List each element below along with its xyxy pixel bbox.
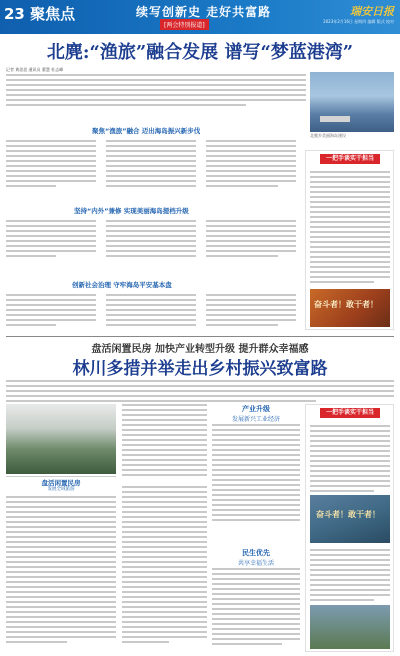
masthead-logo: 瑞安日报 [350,5,394,18]
story1-col-9 [206,294,296,329]
sidebar2-photo [310,495,390,543]
page-number: 23 聚焦点 [4,5,76,23]
sidebar-body [310,171,390,286]
sidebar-photo-text: 奋斗者！敢干者！ [314,300,378,309]
sidebar2-tag: 一把手谈实干担当 [320,408,380,418]
story1-headline: 北麂:“渔旅”融合发展 谱写“梦蓝港湾” [46,42,354,63]
story2-col-1 [6,496,116,646]
story1-col-1 [6,140,96,190]
sidebar2-photo-bottom [310,605,390,649]
story2-col-4 [122,486,207,646]
story1-byline: 记者 黄思思 通讯员 董慧 杜志峰 [6,67,64,72]
sidebar-photo [310,289,390,327]
section-divider [6,336,394,337]
story1-photo [310,72,394,132]
story2-photo-caption-title: 盘活闲置民房 [41,479,81,487]
date-strip: 2023年2月16日 星期四 编辑 版式 校对 [323,19,394,24]
story2-subhead-1 [212,404,300,423]
story1-body [6,120,300,330]
sidebar2-body-top [310,425,390,495]
story1-subhead-2: 坚持“内外”兼修 实现美丽海岛提档升级 [74,207,189,215]
story1-col-5 [106,220,196,260]
sidebar2-photo-text: 奋斗者！敢干者！ [316,510,380,519]
story1-subhead-1: 聚焦“渔旅”融合 迈出海岛振兴新步伐 [92,127,201,135]
story2-lede [6,380,394,405]
story2-headline: 林川多措并举走出乡村振兴致富路 [72,359,328,379]
sidebar-tag: 一把手谈实干担当 [320,154,380,164]
story1-col-6 [206,220,296,260]
story1-subhead-3: 创新社会治理 守牢海岛平安基本盘 [72,281,172,289]
story2-sidebar [305,404,394,652]
story1-photo-caption: 北麂乡美丽海岛建设 [310,133,346,138]
story2-col-5 [212,568,300,648]
story2-subhead-1-sub: 发展新兴工业经济 [231,416,280,423]
story2-kicker: 盘活闲置民房 加快产业转型升级 提升群众幸福感 [91,344,309,355]
story2-subhead-2-sub: 共享幸福生活 [237,560,274,567]
story1-col-3 [206,140,296,190]
story1-sidebar [305,150,394,330]
page-banner [0,0,400,34]
sidebar2-body-bottom [310,549,390,604]
story2-photo-caption-sub: 发展全域旅游 [47,487,75,492]
story2-col-2 [122,404,207,479]
story2-subhead-1-title: 产业升级 [242,405,270,413]
banner-slogan: 续写创新史 走好共富路 [136,5,272,19]
story1-col-4 [6,220,96,260]
story2-photo [6,404,116,474]
story1-lede [6,74,306,114]
banner-subtitle: [两会特别报道] [160,19,209,30]
story2-subhead-2 [212,548,300,567]
story2-subhead-2-title: 民生优先 [242,549,270,557]
story1-col-7 [6,294,96,329]
story1-col-8 [106,294,196,329]
story2-col-3 [212,424,300,524]
story1-col-2 [106,140,196,190]
